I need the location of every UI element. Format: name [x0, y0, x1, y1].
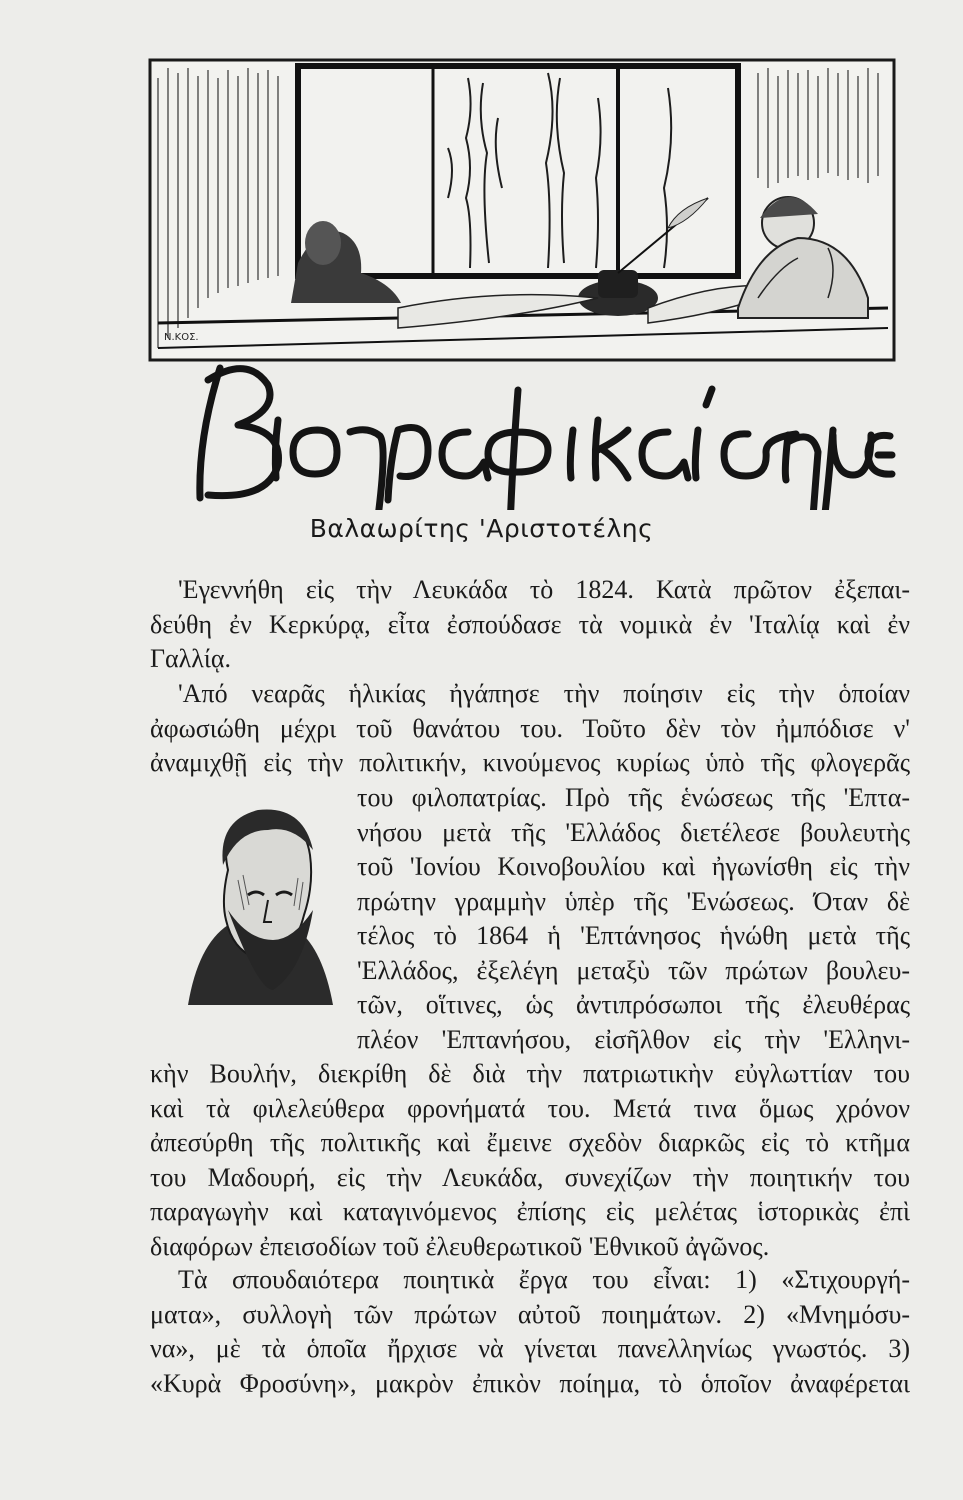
- paragraph-1: [150, 573, 910, 677]
- paragraph-2: [150, 677, 910, 781]
- text-line: του Μαδουρή, εἰς τὴν Λευκάδα, συνεχίζων τὴν ποιητικήν του: [150, 1162, 910, 1192]
- text-line: ἀπεσύρθη τῆς πολιτικῆς καὶ ἔμεινε σχεδὸν διαρκῶς εἰς τὸ κτῆμα: [150, 1128, 910, 1157]
- paragraph-3: [150, 1263, 910, 1401]
- text-line: 'Ελλάδος, ἐξελέγη μεταξὺ τῶν πρώτων βουλευ-: [357, 955, 910, 985]
- text-line: νήσου μετὰ τῆς 'Ελλάδος διετέλεσε βουλευτὴς: [357, 817, 910, 847]
- text-line: πλέον 'Επτανήσου, εἰσῆλθον εἰς τὴν 'Ελληνι-: [357, 1024, 910, 1054]
- text-line: ματα», συλλογὴ τῶν πρώτων αὐτοῦ ποιημάτων. 2) «Μνημόσυ-: [150, 1299, 910, 1329]
- paragraph-2-continued: [150, 1057, 910, 1264]
- text-line: 'Από νεαρᾶς ἡλικίας ἠγάπησε τὴν ποίησιν εἰς τὴν ὁποίαν: [178, 679, 910, 708]
- script-title: [178, 350, 908, 510]
- article-heading: Βαλαωρίτης 'Αριστοτέλης: [309, 514, 654, 543]
- text-line: διαφόρων ἐπεισοδίων τοῦ ἐλευθερωτικοῦ 'Εθνικοῦ ἀγῶνος.: [150, 1231, 770, 1261]
- svg-text:Ν.ΚΟΣ.: Ν.ΚΟΣ.: [164, 332, 199, 343]
- text-line: ἀναμιχθῇ εἰς τὴν πολιτικήν, κινούμενος κυρίως ὑπὸ τῆς φλογερᾶς: [150, 748, 910, 777]
- text-line: 'Εγεννήθη εἰς τὴν Λευκάδα τὸ 1824. Κατὰ πρῶτον ἐξεπαι-: [178, 575, 910, 604]
- text-line: να», μὲ τὰ ὁποῖα ἤρχισε νὰ γίνεται πανελληνίως γνωστός. 3): [150, 1334, 910, 1363]
- text-line: «Κυρὰ Φροσύνη», μακρὸν ἐπικὸν ποίημα, τὸ ὁποῖον ἀναφέρεται: [150, 1368, 910, 1398]
- text-line: παραγωγὴν καὶ καταγινόμενος ἐπίσης εἰς μελέτας ἱστορικὰς ἐπὶ: [150, 1197, 910, 1226]
- text-line: Τὰ σπουδαιότερα ποιητικὰ ἔργα του εἶναι: 1) «Στιχουργή-: [178, 1265, 910, 1294]
- text-line: ἀφωσιώθη μέχρι τοῦ θανάτου του. Τοῦτο δὲν τὸν ἠμπόδισε ν': [150, 713, 910, 743]
- text-line: τοῦ 'Ιονίου Κοινοβουλίου καὶ ἠγωνίσθη εἰς τὴν: [357, 852, 910, 881]
- text-line: κὴν Βουλήν, διεκρίθη δὲ διὰ τὴν πατριωτικὴν εὐγλωττίαν του: [150, 1059, 910, 1088]
- text-line: τῶν, οἵτινες, ὡς ἀντιπρόσωποι τῆς ἐλευθέρας: [357, 990, 910, 1019]
- text-line: τέλος τὸ 1864 ἡ 'Επτάνησος ἡνώθη μετὰ τῆς: [357, 921, 910, 950]
- text-line: του φιλοπατρίας. Πρὸ τῆς ἑνώσεως τῆς 'Επτα-: [357, 783, 910, 812]
- text-line: πρώτην γραμμὴν ὑπὲρ τῆς 'Ενώσεως. Όταν δὲ: [357, 886, 910, 916]
- text-line: Γαλλίᾳ.: [150, 644, 231, 673]
- text-line: δεύθη ἐν Κερκύρᾳ, εἶτα ἐσπούδασε τὰ νομικὰ ἐν 'Ιταλίᾳ καὶ ἐν: [150, 609, 910, 639]
- header-illustration: [148, 58, 896, 380]
- text-line: καὶ τὰ φιλελεύθερα φρονήματά του. Μετά τινα ὅμως χρόνον: [150, 1093, 910, 1123]
- paragraph-2-wrapped: [357, 781, 910, 1057]
- portrait-engraving: [168, 800, 338, 1010]
